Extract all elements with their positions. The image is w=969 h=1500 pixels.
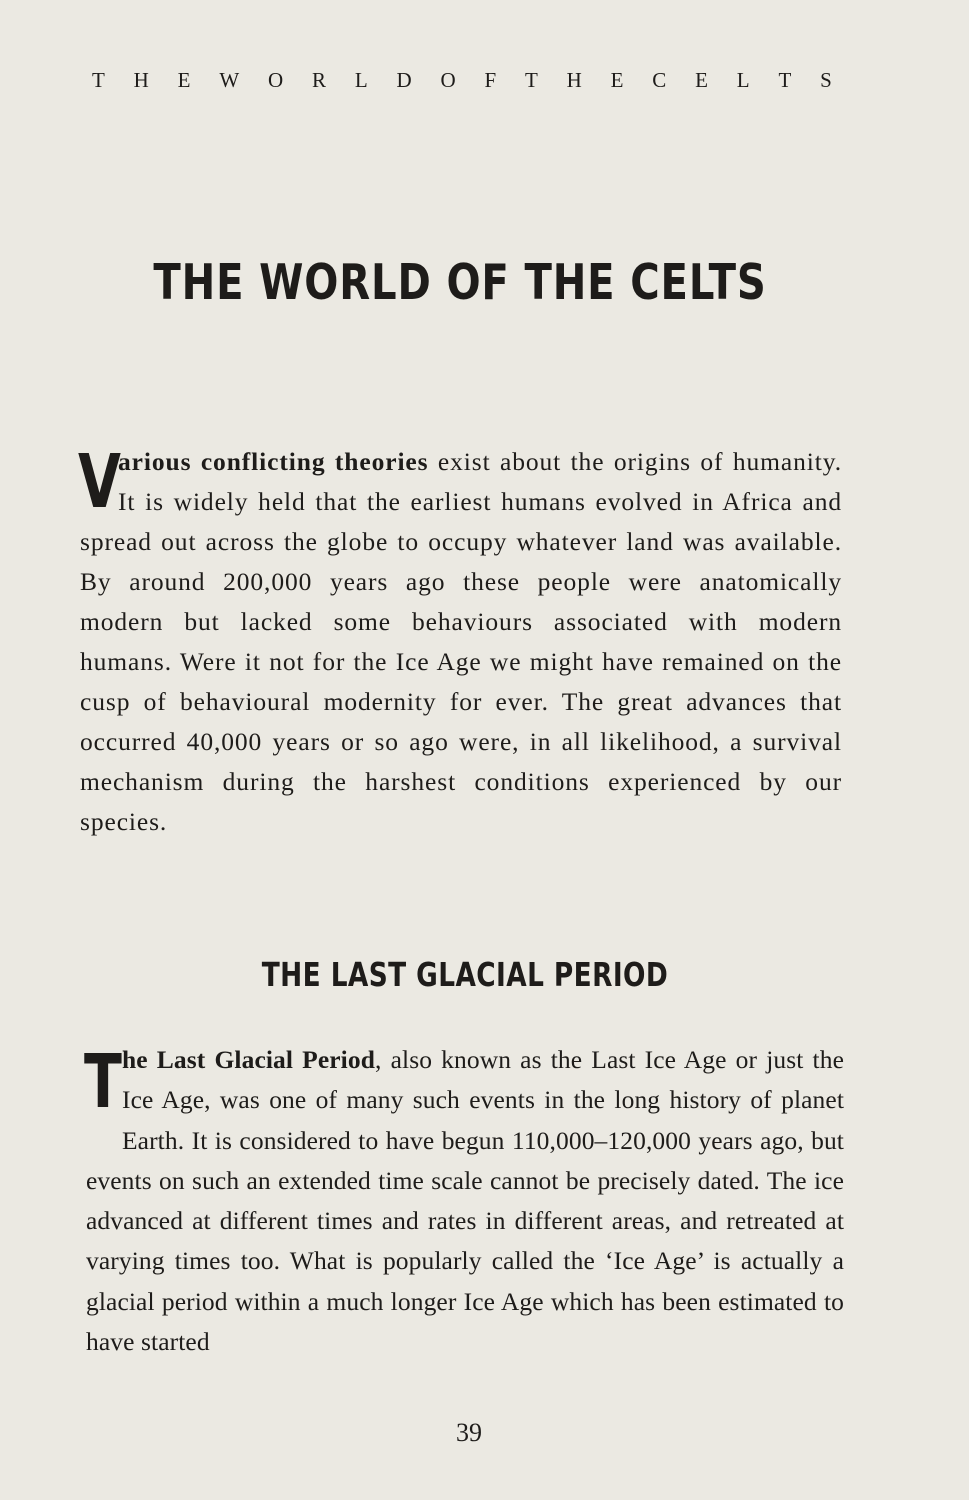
running-head-letter: W — [219, 68, 240, 92]
running-head-letter: L — [354, 68, 368, 92]
paragraph-text: exist about the origins of humanity. It is widely held that the earliest humans evolved in Africa and spread out across the globe to occupy whatever land was available. By around 200,000 years ago these people were anatomically modern but lacked some behaviours associated with modern humans. Were it not for the Ice Age we might have remained on the cusp of behavioural modernity for ever. The great advances that occurred 40,000 years or so ago were, in all likelihood, a survival mechanism during the harshest conditions experienced by our species. — [80, 447, 842, 836]
running-head-letter: O — [267, 68, 284, 92]
running-head-letter: E — [177, 68, 191, 92]
paragraph-text: , also known as the Last Ice Age or just the Ice Age, was one of many such events in the long history of planet Earth. It is considered to have begun 110,000–120,000 years ago, but events on such an extended time scale cannot be precisely dated. The ice advanced at different times and rates in different areas, and retreated at varying times too. What is popularly called the ‘Ice Age’ is actually a glacial period within a much longer Ice Age which has been estimated to have started — [86, 1045, 844, 1357]
running-head-letter: E — [695, 68, 708, 92]
running-head-letter: D — [396, 68, 412, 92]
running-head-letter: S — [820, 68, 832, 92]
running-head-letter: H — [133, 68, 149, 92]
section-heading: THE LAST GLACIAL PERIOD — [261, 955, 669, 994]
drop-cap: V — [78, 439, 122, 525]
running-head-letter: F — [484, 68, 497, 92]
running-head-letter: O — [440, 68, 456, 92]
running-head-letter: T — [92, 68, 105, 92]
page-number: 39 — [456, 1418, 482, 1447]
running-head-letter: H — [566, 68, 582, 92]
running-head-letter: L — [736, 68, 750, 92]
drop-cap: T — [84, 1039, 122, 1125]
lead-in-bold: arious conflicting theories — [118, 447, 429, 476]
running-head-letter: T — [524, 68, 538, 92]
running-head-letter: T — [778, 68, 792, 92]
intro-paragraph — [78, 439, 842, 842]
lead-in-bold: he Last Glacial Period — [122, 1045, 376, 1074]
running-head — [92, 68, 832, 93]
running-head-letter: E — [610, 68, 624, 92]
running-head-letter: R — [311, 68, 326, 92]
section-paragraph — [86, 1040, 844, 1362]
chapter-title: THE WORLD OF THE CELTS — [153, 254, 767, 311]
running-head-letter: C — [652, 68, 667, 92]
